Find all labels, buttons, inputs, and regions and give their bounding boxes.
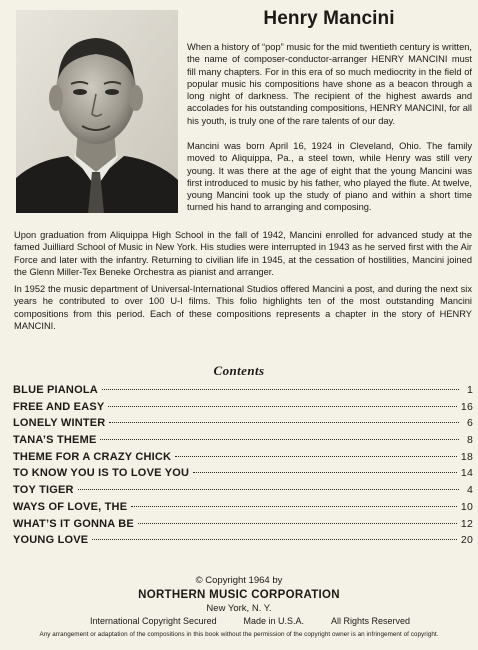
portrait-image	[16, 10, 178, 213]
dot-leader	[131, 506, 457, 507]
toc-title: FREE AND EASY	[13, 400, 105, 413]
toc-item	[13, 417, 473, 434]
toc-page-number: 14	[460, 467, 473, 480]
toc-title: WAYS OF LOVE, THE	[13, 500, 128, 513]
bio-paragraph-3: Upon graduation from Aliquippa High School in the fall of 1942, Mancini enrolled for advanced study at the famed Juilliard School of Music in New York. His studies were interrupted in 1943 as he served first with the Air Force and later with the infantry. Returning to civilian life in 1945, at the cessation of hostilities, Mancini joined the Glenn Miller-Tex Beneke Orchestra as pianist and arranger.	[14, 230, 472, 277]
toc-item	[13, 484, 473, 501]
dot-leader	[193, 472, 457, 473]
toc-title: TOY TIGER	[13, 484, 74, 497]
made-in-label: Made in U.S.A.	[243, 616, 305, 626]
publisher-name: NORTHERN MUSIC CORPORATION	[138, 589, 340, 601]
bio-paragraph-2: Mancini was born April 16, 1924 in Cleveland, Ohio. The family moved to Aliquippa, Pa., a steel town, while Henry was still very young. It was there at the age of eight that the young Mancini was first introduced to music by his father, who played the flute. At twelve, young Mancini took up the study of piano and within a short time turned his hand to arranging and composing.	[187, 141, 472, 213]
copyright-line: © Copyright 1964 by	[195, 575, 283, 586]
bio-paragraph-1: When a history of “pop” music for the mid twentieth century is written, the name of composer-conductor-arranger HENRY MANCINI must fill many chapters. For in this era of so much mediocrity in the field of popular music his compositions have shone as a beacon through a long night of darkness. The recipient of the highest awards and accolades for his outstanding compositions, HENRY MANCINI, for all his youth, is truly one of the rare talents of our day.	[187, 42, 472, 126]
toc-title: YOUNG LOVE	[13, 534, 89, 547]
toc-page-number: 20	[460, 534, 473, 547]
dot-leader	[78, 489, 459, 490]
dot-leader	[138, 523, 457, 524]
dot-leader	[108, 406, 456, 407]
dot-leader	[109, 422, 459, 423]
toc-item	[13, 518, 473, 535]
dot-leader	[102, 389, 459, 390]
toc-item	[13, 434, 473, 451]
toc-item	[13, 401, 473, 418]
dot-leader	[100, 439, 459, 440]
table-of-contents	[13, 384, 473, 551]
toc-title: LONELY WINTER	[13, 417, 106, 430]
toc-page-number: 18	[460, 450, 473, 463]
international-copyright: International Copyright Secured	[90, 616, 217, 626]
toc-page-number: 8	[466, 434, 473, 447]
toc-item	[13, 501, 473, 518]
dot-leader	[175, 456, 457, 457]
contents-heading: Contents	[213, 363, 265, 378]
toc-title: TO KNOW YOU IS TO LOVE YOU	[13, 467, 190, 480]
toc-item	[13, 534, 473, 551]
rights-row	[90, 616, 410, 626]
toc-page-number: 12	[460, 517, 473, 530]
toc-page-number: 16	[460, 400, 473, 413]
portrait-photo	[16, 10, 178, 213]
toc-item	[13, 451, 473, 468]
publisher-city: New York, N. Y.	[206, 603, 272, 614]
toc-title: BLUE PIANOLA	[13, 384, 98, 396]
legal-fineprint: Any arrangement or adaptation of the compositions in this book without the permission of the copyright owner is an infringement of copyright.	[39, 631, 439, 638]
rights-reserved: All Rights Reserved	[330, 616, 410, 626]
toc-title: WHAT’S IT GONNA BE	[13, 517, 134, 530]
bio-paragraph-4: In 1952 the music department of Universal-International Studios offered Mancini a post, and during the next six years he contributed to over 100 U-I films. This folio highlights ten of the most outstanding Mancini compositions from this period. Each of these compositions represents a chapter in the story of HENRY MANCINI.	[14, 284, 472, 331]
toc-page-number: 4	[466, 484, 473, 497]
toc-page-number: 10	[460, 500, 473, 513]
toc-item	[13, 384, 473, 401]
toc-item	[13, 467, 473, 484]
toc-page-number: 6	[466, 417, 473, 430]
toc-page-number: 1	[466, 384, 473, 396]
toc-title: TANA’S THEME	[13, 434, 97, 447]
page-title: Henry Mancini	[263, 8, 395, 29]
toc-title: THEME FOR A CRAZY CHICK	[13, 450, 172, 463]
dot-leader	[92, 539, 457, 540]
